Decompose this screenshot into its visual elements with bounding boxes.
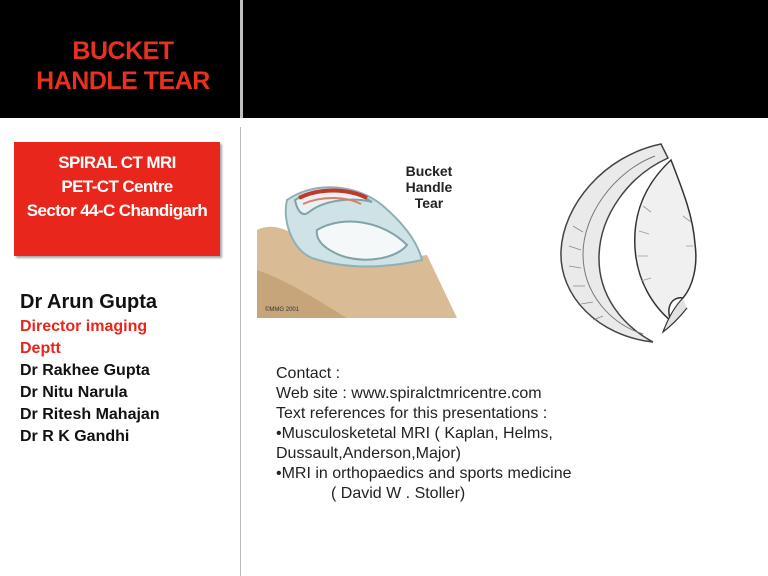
centre-line-3: Sector 44-C Chandigarh <box>26 201 208 220</box>
lead-doctor: Dr Arun Gupta <box>20 291 158 313</box>
centre-line-2: PET-CT Centre <box>61 177 173 196</box>
diagram-copyright: ©MMG 2001 <box>265 307 300 313</box>
title-line-1: BUCKET <box>72 37 174 65</box>
sidebar-divider <box>240 127 241 576</box>
title-line-2: HANDLE TEAR <box>36 67 210 95</box>
team-list <box>20 288 160 448</box>
contact-block <box>276 364 746 504</box>
slide-title <box>14 36 232 96</box>
meniscus-sketch <box>543 136 733 350</box>
contact-heading: Contact : <box>276 365 341 382</box>
diagram-label-line-2: Handle <box>405 179 453 195</box>
team-member: Dr Nitu Narula <box>20 384 128 401</box>
role-line-2: Deptt <box>20 340 61 357</box>
centre-line-1: SPIRAL CT MRI <box>58 153 176 172</box>
reference-2-line-1: •MRI in orthopaedics and sports medicine <box>276 465 572 482</box>
team-member: Dr Rakhee Gupta <box>20 362 150 379</box>
references-heading: Text references for this presentations : <box>276 405 548 422</box>
reference-1-line-2: Dussault,Anderson,Major) <box>276 445 461 462</box>
centre-badge <box>14 142 220 256</box>
contact-website: Web site : www.spiralctmricentre.com <box>276 385 542 402</box>
team-member: Dr Ritesh Mahajan <box>20 406 160 423</box>
reference-2-line-2: ( David W . Stoller) <box>331 485 466 502</box>
diagram-label-line-3: Tear <box>414 195 444 211</box>
diagram-label-line-1: Bucket <box>405 163 453 179</box>
reference-1-line-1: •Musculosketetal MRI ( Kaplan, Helms, <box>276 425 553 442</box>
role-line-1: Director imaging <box>20 318 148 335</box>
meniscus-tear-illustration <box>257 160 463 318</box>
header-rule <box>0 118 768 127</box>
team-member: Dr R K Gandhi <box>20 428 130 445</box>
